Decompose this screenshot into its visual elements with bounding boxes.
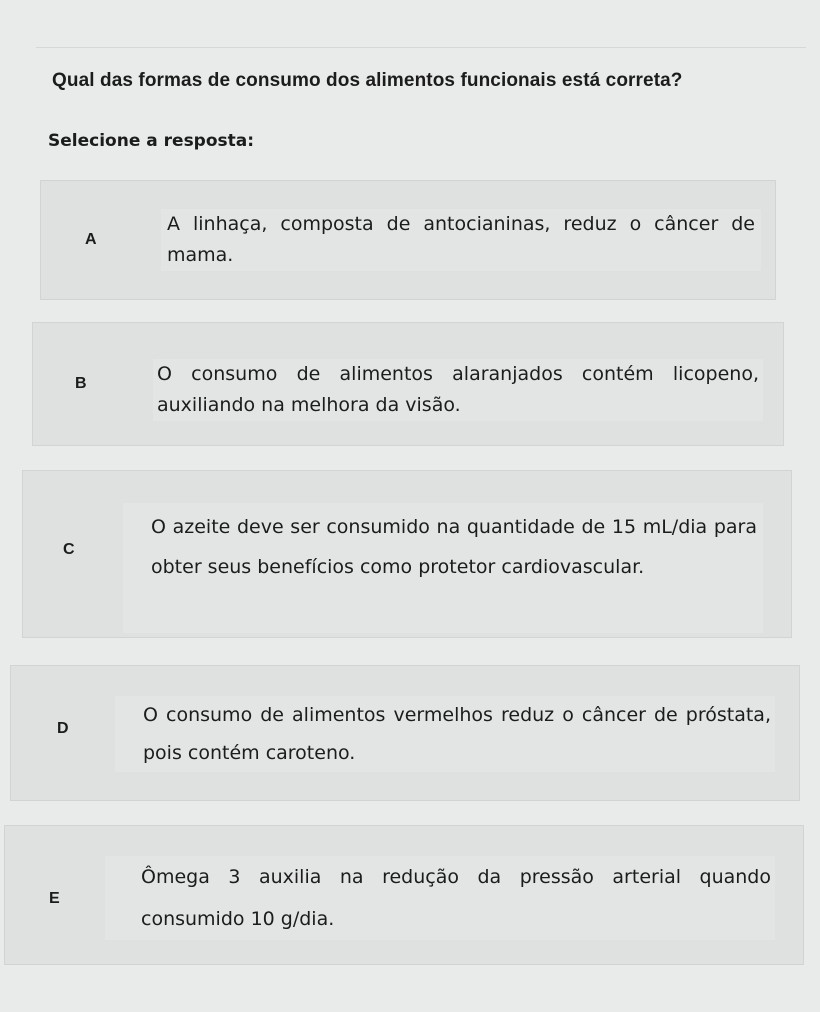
option-text: A linhaça, composta de antocianinas, reduz o câncer de mama. [161, 209, 761, 271]
option-a[interactable] [40, 180, 776, 300]
option-letter: D [57, 720, 69, 737]
option-letter: C [63, 541, 75, 558]
option-c[interactable] [22, 470, 792, 638]
top-divider [36, 47, 806, 48]
option-letter: E [49, 890, 60, 907]
option-text: O consumo de alimentos vermelhos reduz o câncer de próstata, pois contém caroteno. [115, 696, 775, 772]
option-text: O azeite deve ser consumido na quantidade de 15 mL/dia para obter seus benefícios como protetor cardiovascular. [123, 503, 763, 633]
option-letter: A [85, 231, 97, 248]
option-text: O consumo de alimentos alaranjados contém licopeno, auxiliando na melhora da visão. [153, 359, 763, 421]
option-text: Ômega 3 auxilia na redução da pressão arterial quando consumido 10 g/dia. [105, 856, 775, 940]
option-d[interactable] [10, 665, 800, 801]
option-e[interactable] [4, 825, 804, 965]
option-letter: B [75, 375, 87, 392]
answer-prompt: Selecione a resposta: [48, 131, 255, 151]
option-b[interactable] [32, 322, 784, 446]
question-title: Qual das formas de consumo dos alimentos funcionais está correta? [52, 70, 683, 91]
